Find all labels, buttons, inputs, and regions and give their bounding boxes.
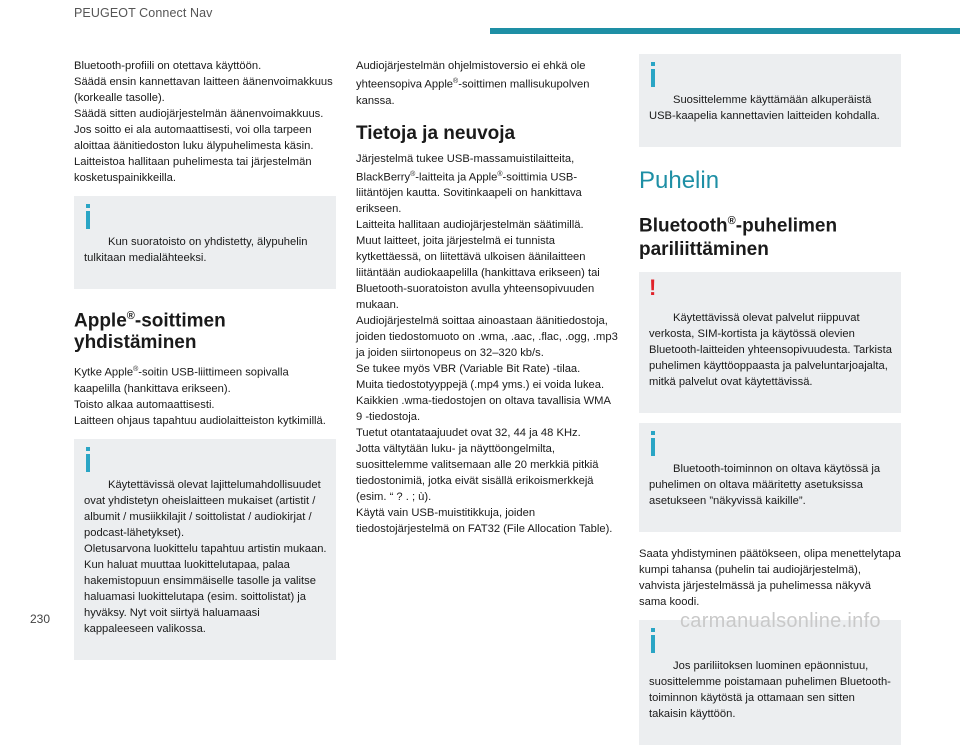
column-3 [639, 54, 901, 745]
heading-bluetooth-pairing: Bluetooth®-puhelimen pariliittäminen [639, 215, 838, 261]
info-note-usb-cable [639, 54, 901, 147]
warning-note-services [639, 272, 901, 413]
paragraph-apple-connect: Kytke Apple®-soitin USB-liittimeen sopivalla kaapelilla (hankittava erikseen). Toisto alkaa automaattisesti. Laitteen ohjaus tapahtuu audiolaitteiston kytkimillä. [74, 366, 326, 428]
info-note-text: Suosittelemme käyttämään alkuperäistä USB-kaapelia kannettavien laitteiden kohdalla. [649, 94, 880, 122]
warning-icon: ! [649, 275, 657, 301]
info-icon [86, 447, 90, 473]
warning-note-text: Käytettävissä olevat palvelut riippuvat verkosta, SIM-kortista ja käytössä olevien Bluetooth-laitteiden yhteensopivuudesta. Tarkista puhelimen käyttöoppaasta ja palveluntarjoajalta, mitkä palvelut ovat käytettävissä. [649, 312, 892, 389]
info-icon [86, 204, 90, 230]
paragraph-usb-support: Järjestelmä tukee USB-massamuistilaitteita, BlackBerry®-laitteita ja Apple®-soittimia USB-liitäntöjen kautta. Sovitinkaapeli on hankittava erikseen. Laitteita hallitaan audiojärjestelmän säätimillä. Muut laitteet, joita järjestelmä ei tunnista kytkettäessä, on liitettävä ulkoisen äänilaitteen liitäntään audiokaapelilla (hankittava erikseen) tai Bluetooth-suoratoiston avulla yhteensopivuuden mukaan. Audiojärjestelmä soittaa ainoastaan äänitiedostoja, joiden tiedostomuoto on .wma, .aac, .flac, .ogg, .mp3 ja joiden siirtonopeus on 32–320 kb/s. Se tukee myös VBR (Variable Bit Rate) -tilaa. Muita tiedostotyyppejä (.mp4 yms.) ei voida lukea. Kaikkien .wma-tiedostojen on oltava tavallisia WMA 9 -tiedostoja. Tuetut otantataajuudet ovat 32, 44 ja 48 KHz. Jotta vältytään luku- ja näyttöongelmilta, suosittelemme valitsemaan alle 20 merkkiä pitkiä tiedostonimiä, jotka eivät sisällä erikoismerkkejä (esim. “ ? . ; ù). Käytä vain USB-muistitikkuja, joiden tiedostojärjestelmä on FAT32 (File Allocation Table). [356, 152, 618, 536]
heading-puhelin: Puhelin [639, 167, 720, 194]
info-note-text: Kun suoratoisto on yhdistetty, älypuhelin tulkitaan medialähteeksi. [84, 236, 308, 264]
info-note-text: Jos pariliitoksen luominen epäonnistuu, suosittelemme poistamaan puhelimen Bluetooth-toiminnon käytöstä ja ottamaan sen sitten takaisin käyttöön. [649, 660, 891, 721]
info-note-sorting [74, 439, 336, 660]
info-note-streaming [74, 196, 336, 289]
heading-apple-connect: Apple®-soittimen yhdistäminen [74, 310, 226, 354]
info-note-text: Bluetooth-toiminnon on oltava käytössä ja puhelimen on oltava määritetty asetuksissa asetukseen ”näkyvissä kaikille”. [649, 463, 881, 508]
header-accent-bar [490, 28, 960, 34]
info-note-text: Käytettävissä olevat lajittelumahdollisuudet ovat yhdistetyn oheislaitteen mukaiset (artistit / albumit / musiikkilajit / soittolistat / audiokirjat / podcast-lähetykset). Oletusarvona luokittelu tapahtuu artistin mukaan. Kun haluat muuttaa luokittelutapaa, palaa hakemistopuun ensimmäiselle tasolle ja valitse haluamasi luokittelutapa (esim. soittolistat) ja hyväksy. Nyt voit siirtyä haluamaasi kappaleeseen valikossa. [84, 479, 327, 636]
paragraph-bluetooth-profile: Bluetooth-profiili on otettava käyttöön. Säädä ensin kannettavan laitteen äänenvoimakkuus (korkealle tasolle). Säädä sitten audiojärjestelmän äänenvoimakkuus. Jos soitto ei ala automaattisesti, voi olla tarpeen aloittaa äänitiedoston luku älypuhelimesta käsin. Laitteistoa hallitaan puhelimesta tai järjestelmän kosketuspainikkeilla. [74, 60, 333, 184]
column-2 [356, 58, 618, 537]
column-1 [74, 58, 336, 660]
heading-tietoja-neuvoja: Tietoja ja neuvoja [356, 122, 516, 144]
info-icon [651, 62, 655, 88]
paragraph-pairing-code: Saata yhdistyminen päätökseen, olipa menettelytapa kumpi tahansa (puhelin tai audiojärjestelmä), vahvista järjestelmässä ja puhelimessa näkyvä sama koodi. [639, 548, 901, 609]
info-icon [651, 431, 655, 457]
paragraph-apple-software: Audiojärjestelmän ohjelmistoversio ei ehkä ole yhteensopiva Apple®-soittimen mallisukupolven kanssa. [356, 60, 590, 107]
info-note-pairing-failed [639, 620, 901, 745]
header-title: PEUGEOT Connect Nav [74, 6, 213, 20]
info-icon [651, 628, 655, 654]
info-note-bluetooth-visible [639, 423, 901, 532]
page-number: 230 [30, 612, 51, 626]
watermark: carmanualsonline.info [680, 610, 881, 632]
